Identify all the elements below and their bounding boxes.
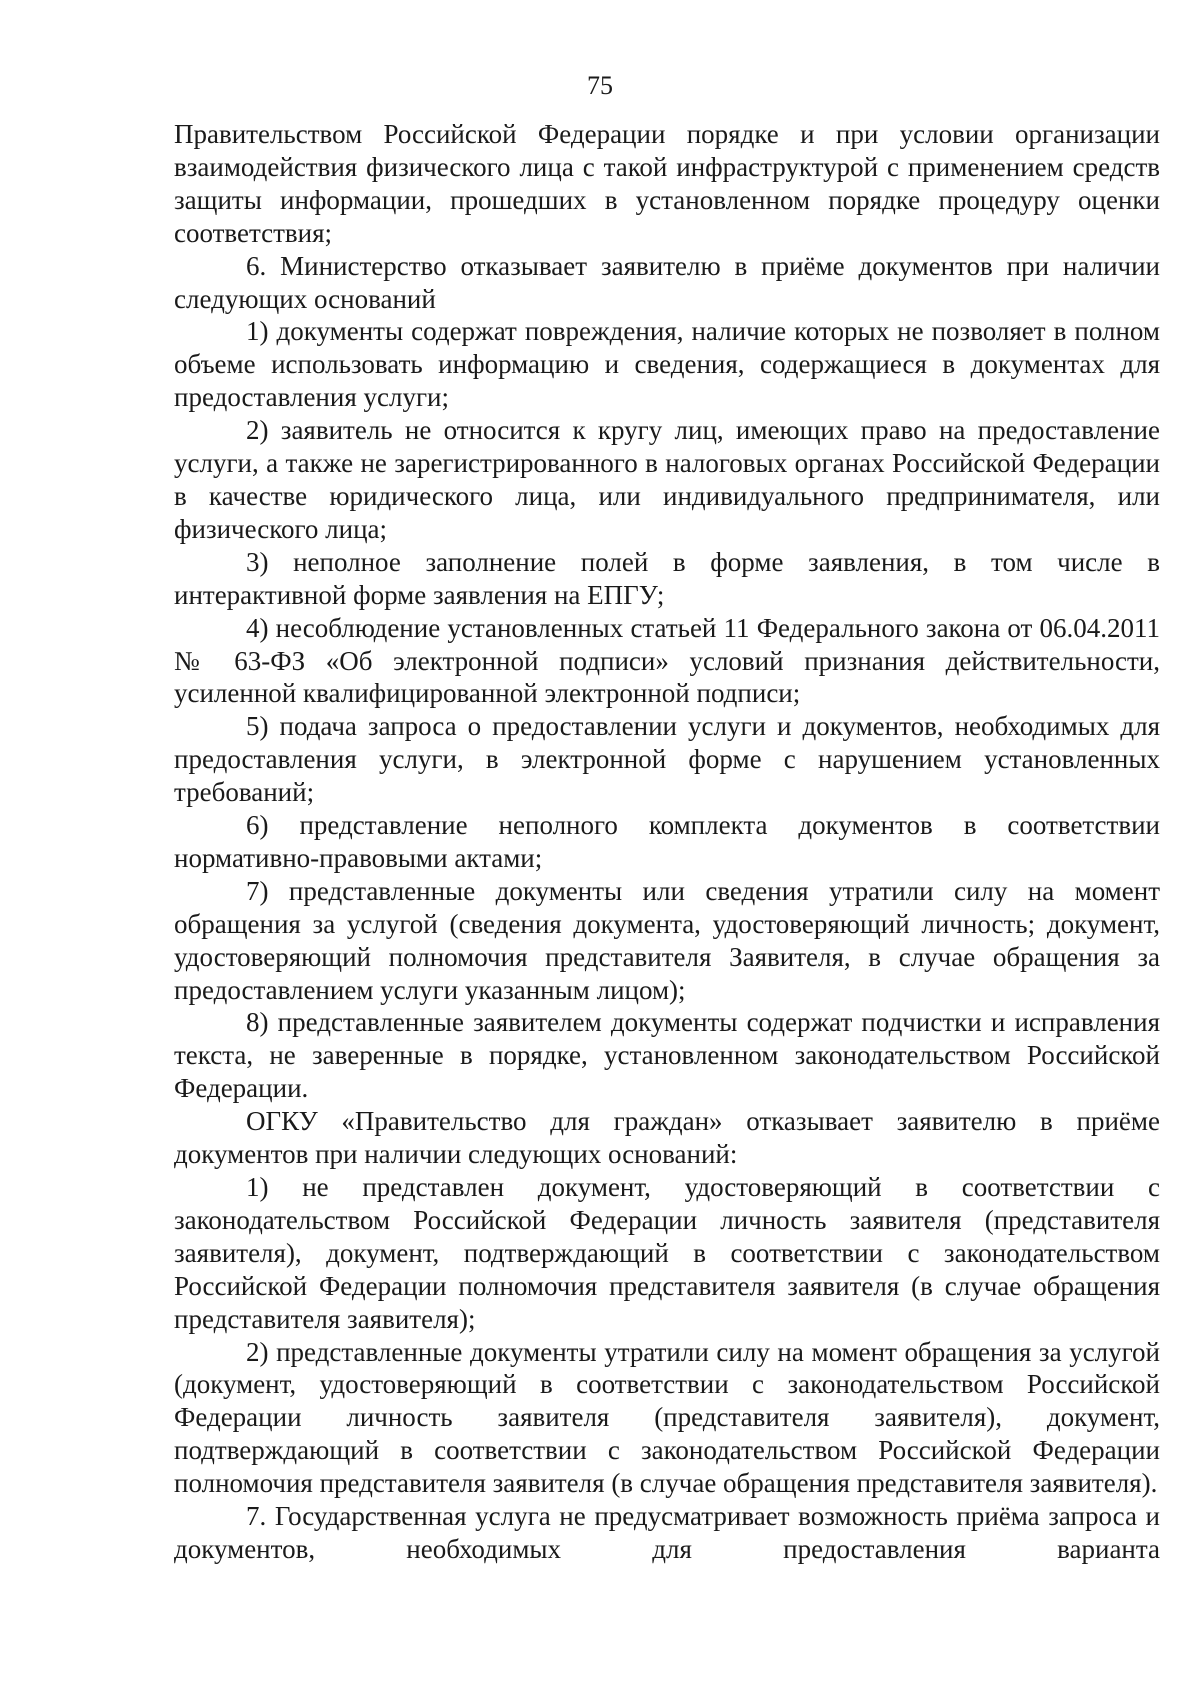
paragraph: 5) подача запроса о предоставлении услуги и документов, необходимых для предоставления услуги, в электронной форме с нарушением установленных требований; [174, 711, 1160, 808]
paragraph: 7. Государственная услуга не предусматривает возможность приёма запроса и документов, необходимых для предоставления варианта [174, 1501, 1160, 1564]
paragraph: 3) неполное заполнение полей в форме заявления, в том числе в интерактивной форме заявления на ЕПГУ; [174, 546, 1160, 610]
paragraph: ОГКУ «Правительство для граждан» отказывает заявителю в приёме документов при наличии следующих оснований: [174, 1106, 1160, 1170]
paragraph: 2) представленные документы утратили силу на момент обращения за услугой (документ, удостоверяющий в соответствии с законодательством Российской Федерации личность заявителя (представителя заявителя), документ, подтверждающий в соответствии с законодательством Российской Федерации полномочия представителя заявителя (в случае обращения представителя заявителя). [174, 1336, 1160, 1499]
paragraph: 8) представленные заявителем документы содержат подчистки и исправления текста, не заверенные в порядке, установленном законодательством Российской Федерации. [174, 1007, 1160, 1104]
document-body [174, 118, 1160, 1566]
paragraph: 6) представление неполного комплекта документов в соответствии нормативно-правовыми актами; [174, 810, 1160, 873]
paragraph: 7) представленные документы или сведения утратили силу на момент обращения за услугой (сведения документа, удостоверяющий личность; документ, удостоверяющий полномочия представителя Заявителя, в случае обращения за предоставлением услуги указанным лицом); [174, 875, 1160, 1005]
page-number: 75 [587, 71, 613, 100]
paragraph: 6. Министерство отказывает заявителю в приёме документов при наличии следующих оснований [174, 250, 1160, 314]
paragraph: 1) не представлен документ, удостоверяющий в соответствии с законодательством Российской Федерации личность заявителя (представителя заявителя), документ, подтверждающий в соответствии с законодательством Российской Федерации полномочия представителя заявителя (в случае обращения представителя заявителя); [174, 1172, 1160, 1334]
paragraph: Правительством Российской Федерации порядке и при условии организации взаимодействия физического лица с такой инфраструктурой с применением средств защиты информации, прошедших в установленном порядке процедуру оценки соответствия; [174, 119, 1160, 248]
paragraph: 2) заявитель не относится к кругу лиц, имеющих право на предоставление услуги, а также не зарегистрированного в налоговых органах Российской Федерации в качестве юридического лица, или индивидуального предпринимателя, или физического лица; [174, 415, 1160, 544]
paragraph: 1) документы содержат повреждения, наличие которых не позволяет в полном объеме использовать информацию и сведения, содержащиеся в документах для предоставления услуги; [174, 316, 1160, 413]
paragraph: 4) несоблюдение установленных статьей 11 Федерального закона от 06.04.2011 № 63-ФЗ «Об электронной подписи» условий признания действительности, усиленной квалифицированной электронной подписи; [174, 612, 1160, 709]
